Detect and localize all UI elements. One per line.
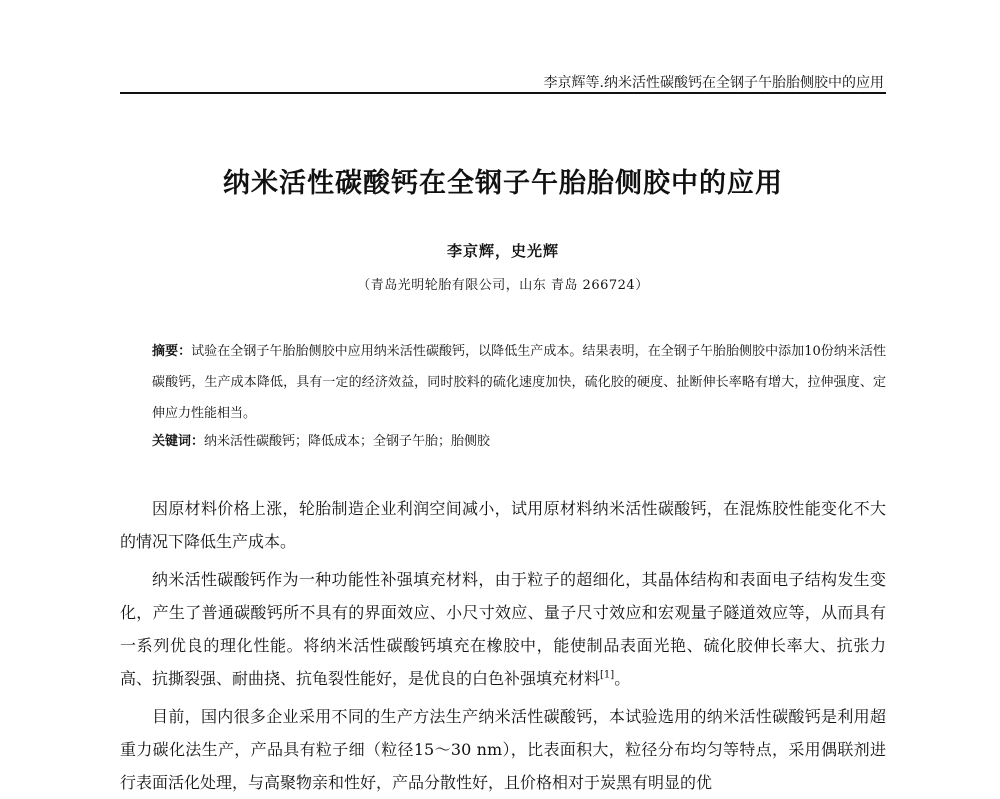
abstract-label: 摘要：: [152, 344, 192, 359]
paper-title: 纳米活性碳酸钙在全钢子午胎胎侧胶中的应用: [223, 168, 783, 199]
keywords-text: 纳米活性碳酸钙；降低成本；全钢子午胎；胎侧胶: [204, 434, 491, 449]
body-paragraph-1: 因原材料价格上涨，轮胎制造企业利润空间减小，试用原材料纳米活性碳酸钙，在混炼胶性能变化不大的情况下降低生产成本。: [120, 499, 886, 551]
body-paragraph-2-text: 纳米活性碳酸钙作为一种功能性补强填充材料，由于粒子的超细化，其晶体结构和表面电子结构发生变化，产生了普通碳酸钙所不具有的界面效应、小尺寸效应、量子尺寸效应和宏观量子隧道效应等，从而具有一系列优良的理化性能。将纳米活性碳酸钙填充在橡胶中，能使制品表面光艳、硫化胶伸长率大、抗张力高、抗撕裂强、耐曲挠、抗龟裂性能好，是优良的白色补强填充材料: [120, 570, 886, 688]
citation-ref: [1]: [600, 669, 615, 681]
affiliation: （青岛光明轮胎有限公司，山东 青岛 266724）: [357, 278, 649, 293]
abstract-text: 试验在全钢子午胎胎侧胶中应用纳米活性碳酸钙，以降低生产成本。结果表明，在全钢子午胎胎侧胶中添加10份纳米活性碳酸钙，生产成本降低，具有一定的经济效益，同时胶料的硫化速度加快，硫化胶的硬度、扯断伸长率略有增大，拉伸强度、定伸应力性能相当。: [152, 344, 886, 421]
authors: 李京辉，史光辉: [446, 242, 559, 260]
header-rule: [120, 92, 886, 94]
body-paragraph-2-end: 。: [614, 669, 631, 688]
body-paragraph-2: [120, 563, 886, 695]
abstract: [152, 336, 886, 429]
running-head: 李京辉等.纳米活性碳酸钙在全钢子午胎胎侧胶中的应用: [543, 75, 884, 91]
keywords: [152, 431, 886, 453]
body-paragraph-3: 目前，国内很多企业采用不同的生产方法生产纳米活性碳酸钙，本试验选用的纳米活性碳酸钙是利用超重力碳化法生产，产品具有粒子细（粒径15～30 nm），比表面积大，粒径分布均匀等特点，采用偶联剂进行表面活化处理，与高聚物亲和性好，产品分散性好，且价格相对于炭黑有明显的优: [120, 707, 886, 792]
keywords-label: 关键词：: [152, 434, 205, 449]
body-text: [120, 492, 886, 799]
